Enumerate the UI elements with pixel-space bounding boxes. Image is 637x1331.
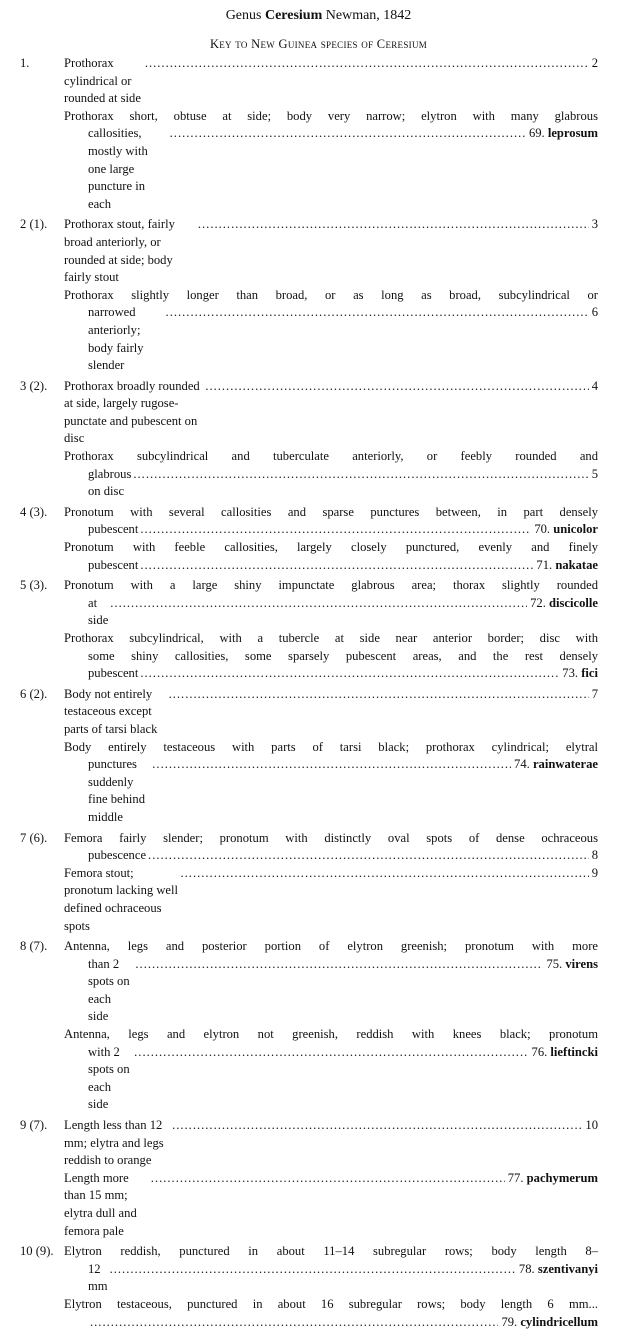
lead-text: narrowed anteriorly; body fairly slender xyxy=(88,305,144,373)
result-number: 74. xyxy=(514,757,530,772)
result-number: 70. xyxy=(534,522,551,537)
lead-final-line xyxy=(64,1314,598,1331)
lead-text: punctures suddenly fine behind middle xyxy=(88,757,146,824)
key-lead xyxy=(64,830,598,865)
lead-final-line xyxy=(64,1170,598,1240)
key-lead xyxy=(64,865,598,935)
lead-result xyxy=(514,756,598,774)
result-number: 76. xyxy=(531,1044,548,1059)
result-number: 79. xyxy=(501,1314,518,1329)
key-lead xyxy=(64,630,598,683)
key-lead xyxy=(64,539,598,574)
result-number: 77. xyxy=(507,1170,524,1185)
lead-first-line: Pronotum with several callosities and sparse punctures between, in part densely xyxy=(64,504,598,519)
couplet-number: 1. xyxy=(20,56,30,70)
key-lead xyxy=(64,108,598,214)
result-number: 2 xyxy=(591,56,598,70)
lead-final-line xyxy=(64,595,598,630)
dot-leaders xyxy=(134,1044,528,1062)
couplet-number: 6 (2). xyxy=(20,686,48,701)
lead-result xyxy=(519,1261,598,1279)
lead-text: pubescence xyxy=(88,848,147,863)
lead-final-line xyxy=(64,1261,598,1296)
lead-final-line xyxy=(64,521,598,539)
lead-result xyxy=(592,378,598,396)
key-lead xyxy=(64,577,598,630)
lead-final-line xyxy=(64,378,598,448)
dot-leaders xyxy=(148,847,589,865)
lead-text: glabrous on disc xyxy=(88,466,132,499)
lead-text: pubescent xyxy=(88,522,139,537)
lead-final-line xyxy=(64,125,598,213)
key-couplet xyxy=(20,686,598,827)
species-name: fici xyxy=(581,666,598,681)
lead-result xyxy=(529,125,598,143)
couplet-number: 9 (7). xyxy=(20,1118,48,1133)
dot-leaders xyxy=(135,956,543,974)
couplet-number: 7 (6). xyxy=(20,830,48,845)
result-number: 10 xyxy=(585,1118,598,1133)
key-couplet xyxy=(20,378,598,501)
dot-leaders xyxy=(140,521,531,539)
lead-final-line xyxy=(64,466,598,501)
lead-result xyxy=(585,1117,598,1135)
lead-text: Prothorax broadly rounded at side, largely rugose-punctate and pubescent on disc xyxy=(64,378,200,446)
key-couplet xyxy=(20,216,598,374)
lead-first-line: Antenna, legs and posterior portion of elytron greenish; pronotum with more xyxy=(64,939,598,954)
lead-final-line xyxy=(64,557,598,575)
key-lead xyxy=(64,1170,598,1240)
result-number: 5 xyxy=(591,466,598,481)
lead-result xyxy=(534,521,598,539)
lead-text: Femora stout; pronotum lacking well defined ochraceous spots xyxy=(64,865,179,933)
lead-first-line: Prothorax subcylindrical and tuberculate anteriorly, or feebly rounded and xyxy=(64,449,598,464)
lead-final-line xyxy=(64,216,598,286)
dot-leaders xyxy=(172,1117,582,1135)
lead-first-line: Body entirely testaceous with parts of tarsi black; prothorax cylindrical; elytral xyxy=(64,739,598,754)
lead-text: than 2 spots on each side xyxy=(88,956,130,1024)
key-title: Key to New Guinea species of Ceresium xyxy=(209,37,428,51)
dot-leaders xyxy=(170,125,526,143)
genus-prefix: Genus xyxy=(225,8,262,23)
lead-text: Length less than 12 mm; elytra and legs reddish to orange xyxy=(64,1118,164,1168)
lead-result xyxy=(592,466,598,484)
lead-text: Prothorax cylindrical or rounded at side xyxy=(64,56,141,106)
lead-result xyxy=(530,595,598,613)
lead-continuation-line: some shiny callosities, some sparsely pubescent areas, and the rest densely xyxy=(88,648,598,663)
lead-text: with 2 spots on each side xyxy=(88,1044,130,1112)
species-name: szentivanyi xyxy=(537,1261,598,1276)
dot-leaders xyxy=(110,1261,516,1279)
lead-first-line: Femora fairly slender; pronotum with distinctly oval spots of dense ochraceous xyxy=(64,830,598,845)
lead-final-line xyxy=(64,847,598,865)
key-couplet xyxy=(20,577,598,683)
key-lead xyxy=(64,448,598,501)
lead-final-line xyxy=(64,1044,598,1114)
lead-final-line xyxy=(64,956,598,1026)
lead-final-line xyxy=(64,55,598,108)
key-couplet xyxy=(20,938,598,1114)
lead-final-line xyxy=(64,756,598,826)
result-number: 9 xyxy=(591,865,598,880)
key-lead xyxy=(64,1243,598,1296)
lead-result xyxy=(532,1044,598,1062)
key-lead xyxy=(64,1026,598,1114)
key-couplet xyxy=(20,1243,598,1331)
lead-result xyxy=(592,55,598,73)
lead-final-line xyxy=(64,865,598,935)
dot-leaders xyxy=(152,756,511,774)
lead-result xyxy=(592,686,598,704)
lead-final-line xyxy=(64,686,598,739)
couplet-number: 10 (9). xyxy=(20,1244,54,1259)
key-lead xyxy=(64,287,598,375)
genus-heading xyxy=(0,7,637,25)
species-name: discicolle xyxy=(549,595,598,610)
lead-first-line: Prothorax slightly longer than broad, or as long as broad, subcylindrical or xyxy=(64,287,598,302)
key-lead xyxy=(64,1296,598,1331)
result-number: 6 xyxy=(591,305,598,320)
lead-text: Prothorax stout, fairly broad anteriorly, or rounded at side; body fairly stout xyxy=(64,217,175,285)
key-lead xyxy=(64,216,598,286)
result-number: 8 xyxy=(591,848,598,863)
result-number: 75. xyxy=(546,956,563,971)
dot-leaders xyxy=(151,1170,505,1188)
dot-leaders xyxy=(140,665,559,683)
lead-first-line: Pronotum with feeble callosities, largely closely punctured, evenly and finely xyxy=(64,540,598,555)
lead-first-line: Elytron reddish, punctured in about 11–14 subregular rows; body length 8– xyxy=(64,1244,598,1259)
identification-key xyxy=(20,55,598,1331)
lead-result xyxy=(592,304,598,322)
key-lead xyxy=(64,1117,598,1170)
lead-first-line: Prothorax subcylindrical, with a tubercle at side near anterior border; disc with xyxy=(64,631,598,645)
dot-leaders xyxy=(140,557,533,575)
key-lead xyxy=(64,938,598,1026)
lead-result xyxy=(546,956,598,974)
couplet-number: 4 (3). xyxy=(20,504,48,519)
dot-leaders xyxy=(90,1314,498,1331)
lead-first-line: Prothorax short, obtuse at side; body very narrow; elytron with many glabrous xyxy=(64,108,598,123)
key-lead xyxy=(64,504,598,539)
result-number: 69. xyxy=(528,126,545,141)
couplet-number: 5 (3). xyxy=(20,578,48,593)
genus-author-year: Newman, 1842 xyxy=(325,8,412,23)
lead-final-line xyxy=(64,304,598,374)
dot-leaders xyxy=(166,304,589,322)
lead-result xyxy=(592,847,598,865)
key-lead xyxy=(64,55,598,108)
result-number: 72. xyxy=(530,595,546,610)
key-couplet xyxy=(20,55,598,213)
genus-name: Ceresium xyxy=(264,8,323,23)
lead-text: at side xyxy=(88,595,109,628)
result-number: 4 xyxy=(591,378,598,393)
lead-text: 12 mm xyxy=(88,1261,108,1294)
dot-leaders xyxy=(110,595,527,613)
dot-leaders xyxy=(181,865,589,883)
result-number: 71. xyxy=(536,557,553,572)
key-couplet xyxy=(20,1117,598,1240)
lead-result xyxy=(508,1170,598,1188)
dot-leaders xyxy=(198,216,589,234)
result-number: 3 xyxy=(591,217,598,232)
lead-final-line xyxy=(64,665,598,683)
dot-leaders xyxy=(133,466,588,484)
dot-leaders xyxy=(205,378,588,396)
lead-result xyxy=(592,865,598,883)
species-name: virens xyxy=(565,956,598,971)
lead-first-line: Pronotum with a large shiny impunctate glabrous area; thorax slightly rounded xyxy=(64,578,598,593)
result-number: 7 xyxy=(591,686,598,701)
lead-first-line: Elytron testaceous, punctured in about 16 subregular rows; body length 6 mm... xyxy=(64,1296,598,1311)
lead-result xyxy=(592,216,598,234)
couplet-number: 8 (7). xyxy=(20,939,48,954)
couplet-number: 3 (2). xyxy=(20,378,48,393)
lead-text: Body not entirely testaceous except parts of tarsi black xyxy=(64,686,158,736)
key-lead xyxy=(64,378,598,448)
species-name: lieftincki xyxy=(550,1044,598,1059)
lead-result xyxy=(536,557,598,575)
species-name: leprosum xyxy=(547,126,598,141)
species-name: unicolor xyxy=(553,522,598,537)
key-couplet xyxy=(20,504,598,574)
species-name: pachymerum xyxy=(526,1170,598,1185)
couplet-number: 2 (1). xyxy=(20,217,48,232)
species-name: nakatae xyxy=(555,557,598,572)
species-name: cylindricellum xyxy=(520,1314,598,1329)
lead-text: pubescent xyxy=(88,666,139,681)
species-name: rainwaterae xyxy=(532,757,598,772)
lead-final-line xyxy=(64,1117,598,1170)
result-number: 78. xyxy=(518,1261,535,1276)
key-lead xyxy=(64,686,598,739)
lead-result xyxy=(501,1314,598,1331)
lead-result xyxy=(562,665,598,683)
lead-text: callosities, mostly with one large puncture in each xyxy=(88,126,148,211)
lead-first-line: Antenna, legs and elytron not greenish, reddish with knees black; pronotum xyxy=(64,1027,598,1042)
lead-text: Length more than 15 mm; elytra dull and femora pale xyxy=(64,1170,137,1238)
dot-leaders xyxy=(169,686,589,704)
key-couplet xyxy=(20,830,598,936)
result-number: 73. xyxy=(562,666,579,681)
key-lead xyxy=(64,739,598,827)
lead-text: pubescent xyxy=(88,557,139,572)
dot-leaders xyxy=(145,55,589,73)
